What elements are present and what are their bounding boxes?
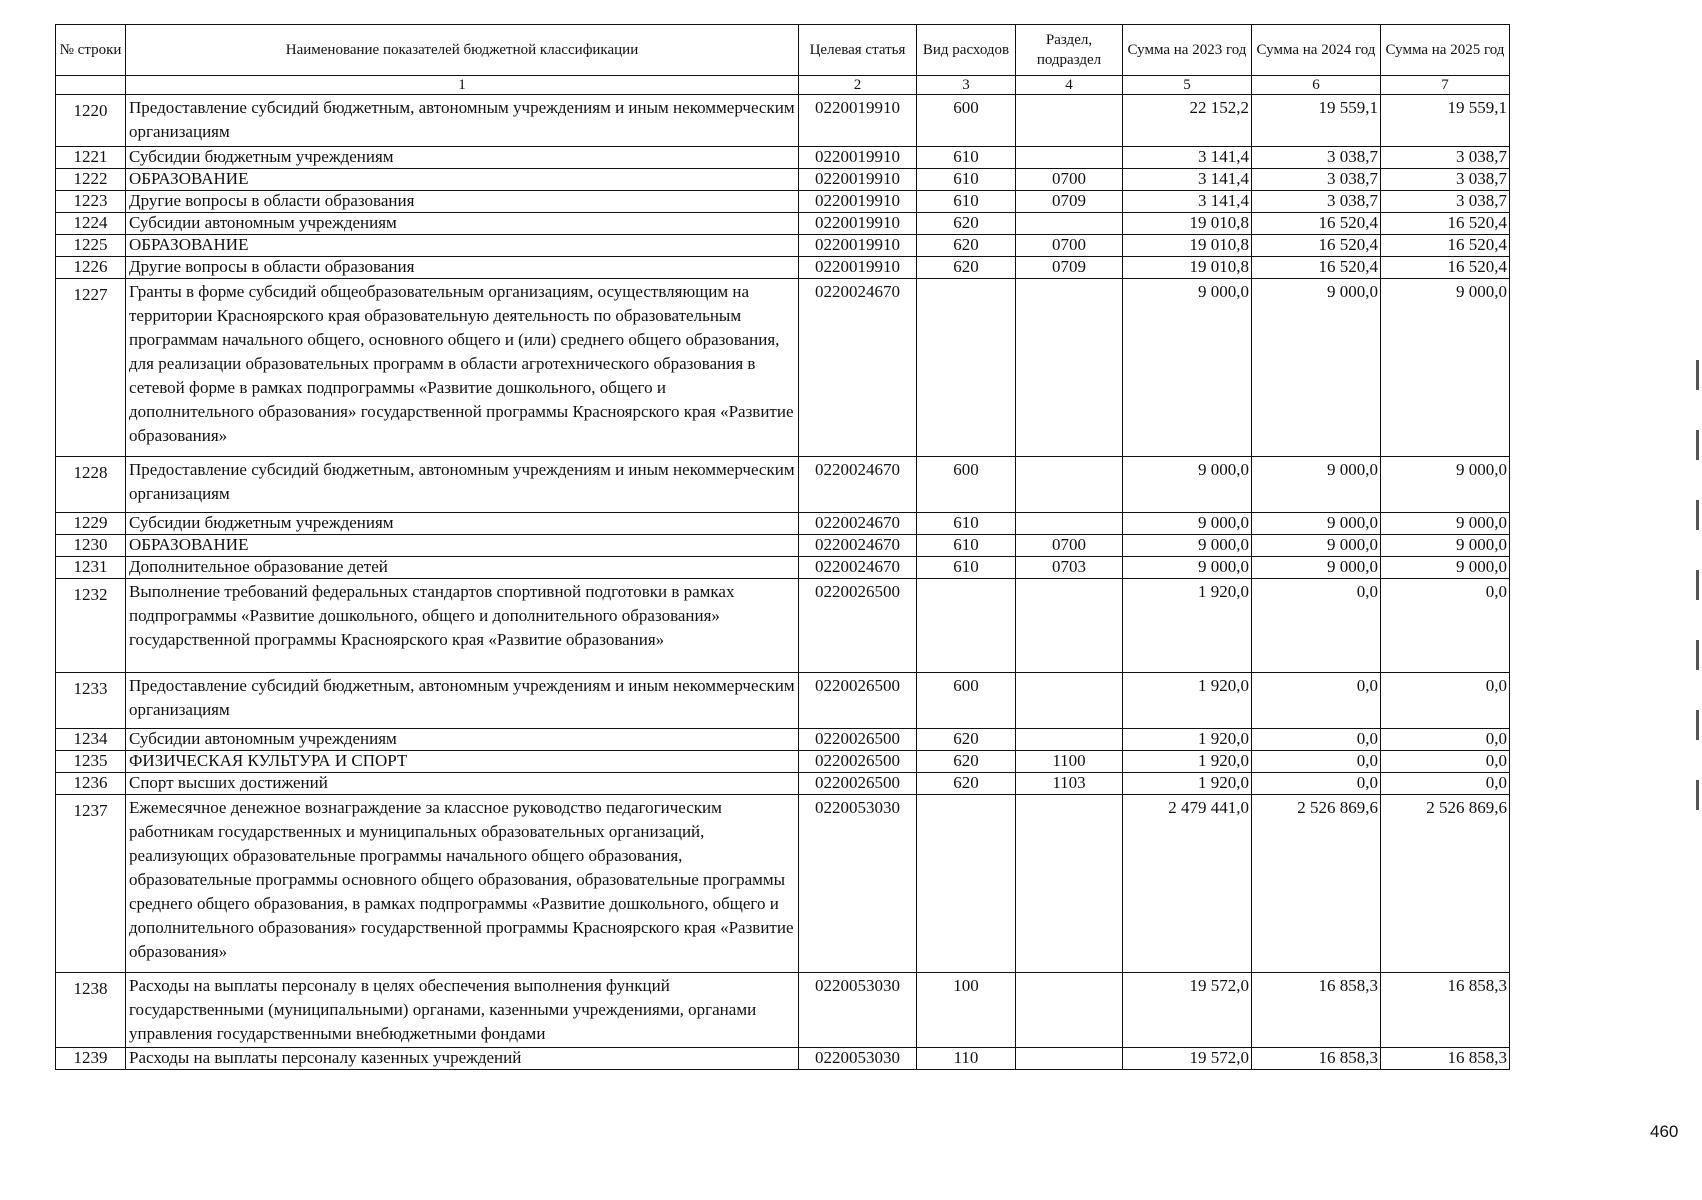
row-expense-type: 620 [917, 751, 1016, 773]
row-sum-2023: 2 479 441,0 [1123, 795, 1252, 973]
row-sum-2024: 16 520,4 [1252, 235, 1381, 257]
row-name: ОБРАЗОВАНИЕ [126, 169, 799, 191]
budget-classification-table [55, 24, 1636, 1070]
row-section [1016, 973, 1123, 1048]
row-sum-2025: 0,0 [1381, 773, 1510, 795]
row-expense-type: 610 [917, 147, 1016, 169]
row-sum-2023: 9 000,0 [1123, 535, 1252, 557]
row-sum-2025: 9 000,0 [1381, 535, 1510, 557]
row-sum-2023: 1 920,0 [1123, 673, 1252, 729]
row-sum-2023: 19 010,8 [1123, 213, 1252, 235]
row-name: ОБРАЗОВАНИЕ [126, 535, 799, 557]
column-number: 7 [1381, 76, 1510, 95]
row-sum-2023: 9 000,0 [1123, 513, 1252, 535]
row-name: Спорт высших достижений [126, 773, 799, 795]
row-number: 1222 [56, 169, 126, 191]
row-sum-2025: 9 000,0 [1381, 457, 1510, 513]
table-row [56, 579, 1636, 673]
row-sum-2024: 0,0 [1252, 729, 1381, 751]
header-target: Целевая статья [799, 25, 917, 76]
row-target-code: 0220024670 [799, 535, 917, 557]
row-number: 1223 [56, 191, 126, 213]
row-sum-2024: 2 526 869,6 [1252, 795, 1381, 973]
row-sum-2025: 3 038,7 [1381, 169, 1510, 191]
page-number: 460 [1650, 1122, 1679, 1141]
row-expense-type: 110 [917, 1048, 1016, 1070]
row-sum-2024: 9 000,0 [1252, 535, 1381, 557]
row-sum-2023: 19 010,8 [1123, 257, 1252, 279]
row-target-code: 0220024670 [799, 279, 917, 457]
row-sum-2024: 0,0 [1252, 751, 1381, 773]
row-sum-2024: 3 038,7 [1252, 191, 1381, 213]
row-target-code: 0220019910 [799, 213, 917, 235]
row-expense-type: 620 [917, 213, 1016, 235]
row-sum-2024: 9 000,0 [1252, 557, 1381, 579]
row-section: 0700 [1016, 235, 1123, 257]
column-number: 3 [917, 76, 1016, 95]
row-name: Предоставление субсидий бюджетным, автономным учреждениям и иным некоммерческим организациям [126, 95, 799, 147]
row-sum-2025: 19 559,1 [1381, 95, 1510, 147]
row-target-code: 0220026500 [799, 751, 917, 773]
row-sum-2023: 3 141,4 [1123, 147, 1252, 169]
budget-table-sheet [55, 24, 1636, 1070]
header-sum-2024: Сумма на 2024 год [1252, 25, 1381, 76]
row-number: 1230 [56, 535, 126, 557]
column-number: 1 [126, 76, 799, 95]
row-sum-2023: 9 000,0 [1123, 457, 1252, 513]
table-row [56, 973, 1636, 1048]
row-expense-type [917, 279, 1016, 457]
row-name: ФИЗИЧЕСКАЯ КУЛЬТУРА И СПОРТ [126, 751, 799, 773]
row-expense-type: 610 [917, 557, 1016, 579]
scan-edge-marks [1696, 360, 1699, 840]
row-section: 0700 [1016, 169, 1123, 191]
row-sum-2024: 0,0 [1252, 773, 1381, 795]
table-row [56, 213, 1636, 235]
row-sum-2024: 9 000,0 [1252, 513, 1381, 535]
table-row [56, 235, 1636, 257]
row-expense-type: 610 [917, 169, 1016, 191]
row-sum-2023: 3 141,4 [1123, 191, 1252, 213]
row-section [1016, 95, 1123, 147]
row-target-code: 0220024670 [799, 557, 917, 579]
column-number-blank [56, 76, 126, 95]
row-section [1016, 279, 1123, 457]
column-number: 4 [1016, 76, 1123, 95]
row-section: 0709 [1016, 191, 1123, 213]
table-row [56, 457, 1636, 513]
row-target-code: 0220026500 [799, 773, 917, 795]
row-number: 1228 [56, 457, 126, 513]
row-sum-2023: 1 920,0 [1123, 579, 1252, 673]
row-sum-2024: 16 520,4 [1252, 257, 1381, 279]
row-section [1016, 457, 1123, 513]
row-sum-2023: 1 920,0 [1123, 751, 1252, 773]
row-expense-type: 620 [917, 257, 1016, 279]
row-section [1016, 729, 1123, 751]
table-row [56, 751, 1636, 773]
row-number: 1226 [56, 257, 126, 279]
row-sum-2025: 16 520,4 [1381, 235, 1510, 257]
row-number: 1231 [56, 557, 126, 579]
row-number: 1236 [56, 773, 126, 795]
table-row [56, 773, 1636, 795]
row-sum-2025: 16 858,3 [1381, 973, 1510, 1048]
row-expense-type: 100 [917, 973, 1016, 1048]
column-number-row [56, 76, 1636, 95]
row-sum-2024: 0,0 [1252, 673, 1381, 729]
row-number: 1227 [56, 279, 126, 457]
row-number: 1229 [56, 513, 126, 535]
table-row [56, 169, 1636, 191]
row-sum-2024: 3 038,7 [1252, 169, 1381, 191]
row-expense-type: 600 [917, 95, 1016, 147]
row-sum-2023: 22 152,2 [1123, 95, 1252, 147]
row-section [1016, 513, 1123, 535]
row-section: 0703 [1016, 557, 1123, 579]
row-expense-type [917, 579, 1016, 673]
column-number: 5 [1123, 76, 1252, 95]
row-section [1016, 1048, 1123, 1070]
row-sum-2025: 9 000,0 [1381, 279, 1510, 457]
header-row [56, 25, 1636, 76]
row-sum-2025: 16 520,4 [1381, 213, 1510, 235]
header-expense-type: Вид расходов [917, 25, 1016, 76]
row-expense-type: 600 [917, 457, 1016, 513]
row-number: 1239 [56, 1048, 126, 1070]
row-name: Ежемесячное денежное вознаграждение за классное руководство педагогическим работникам государственных и муниципальных образовательных организаций, реализующих образовательные программы начального общего образования, образовательные программы основного общего образования, образовательные программы среднего общего образования, в рамках подпрограммы «Развитие дошкольного, общего и дополнительного образования» государственной программы Красноярского края «Развитие образования» [126, 795, 799, 973]
row-expense-type: 620 [917, 235, 1016, 257]
row-target-code: 0220026500 [799, 729, 917, 751]
row-number: 1221 [56, 147, 126, 169]
row-section: 0700 [1016, 535, 1123, 557]
row-sum-2025: 0,0 [1381, 751, 1510, 773]
table-row [56, 513, 1636, 535]
header-row-no: № строки [56, 25, 126, 76]
row-sum-2024: 0,0 [1252, 579, 1381, 673]
row-section [1016, 673, 1123, 729]
row-sum-2025: 0,0 [1381, 729, 1510, 751]
row-target-code: 0220019910 [799, 191, 917, 213]
row-name: Другие вопросы в области образования [126, 257, 799, 279]
row-sum-2025: 2 526 869,6 [1381, 795, 1510, 973]
table-row [56, 535, 1636, 557]
table-row [56, 257, 1636, 279]
row-name: Расходы на выплаты персоналу казенных учреждений [126, 1048, 799, 1070]
row-expense-type: 610 [917, 535, 1016, 557]
row-target-code: 0220024670 [799, 457, 917, 513]
header-section: Раздел, подраздел [1016, 25, 1123, 76]
row-expense-type: 620 [917, 773, 1016, 795]
row-name: Другие вопросы в области образования [126, 191, 799, 213]
row-expense-type: 620 [917, 729, 1016, 751]
row-sum-2024: 16 858,3 [1252, 1048, 1381, 1070]
table-row [56, 191, 1636, 213]
row-sum-2024: 3 038,7 [1252, 147, 1381, 169]
row-target-code: 0220019910 [799, 257, 917, 279]
row-number: 1234 [56, 729, 126, 751]
row-name: ОБРАЗОВАНИЕ [126, 235, 799, 257]
row-name: Предоставление субсидий бюджетным, автономным учреждениям и иным некоммерческим организациям [126, 457, 799, 513]
row-name: Субсидии бюджетным учреждениям [126, 513, 799, 535]
row-expense-type: 600 [917, 673, 1016, 729]
row-target-code: 0220053030 [799, 1048, 917, 1070]
row-sum-2024: 19 559,1 [1252, 95, 1381, 147]
row-sum-2024: 16 858,3 [1252, 973, 1381, 1048]
row-number: 1224 [56, 213, 126, 235]
table-row [56, 557, 1636, 579]
row-target-code: 0220019910 [799, 169, 917, 191]
row-section [1016, 795, 1123, 973]
row-target-code: 0220019910 [799, 235, 917, 257]
row-sum-2024: 9 000,0 [1252, 279, 1381, 457]
header-sum-2025: Сумма на 2025 год [1381, 25, 1510, 76]
row-number: 1232 [56, 579, 126, 673]
row-section: 1100 [1016, 751, 1123, 773]
row-expense-type [917, 795, 1016, 973]
row-sum-2024: 16 520,4 [1252, 213, 1381, 235]
row-target-code: 0220053030 [799, 973, 917, 1048]
row-name: Субсидии автономным учреждениям [126, 729, 799, 751]
column-number: 2 [799, 76, 917, 95]
row-name: Расходы на выплаты персоналу в целях обеспечения выполнения функций государственными (муниципальными) органами, казенными учреждениями, органами управления государственными внебюджетными фондами [126, 973, 799, 1048]
row-sum-2025: 16 858,3 [1381, 1048, 1510, 1070]
row-sum-2023: 19 010,8 [1123, 235, 1252, 257]
column-number: 6 [1252, 76, 1381, 95]
row-sum-2025: 0,0 [1381, 579, 1510, 673]
row-section [1016, 213, 1123, 235]
row-section [1016, 147, 1123, 169]
row-sum-2023: 19 572,0 [1123, 973, 1252, 1048]
row-expense-type: 610 [917, 513, 1016, 535]
row-sum-2023: 9 000,0 [1123, 279, 1252, 457]
row-name: Субсидии бюджетным учреждениям [126, 147, 799, 169]
row-number: 1235 [56, 751, 126, 773]
row-target-code: 0220024670 [799, 513, 917, 535]
row-sum-2025: 9 000,0 [1381, 557, 1510, 579]
row-sum-2023: 3 141,4 [1123, 169, 1252, 191]
row-sum-2025: 0,0 [1381, 673, 1510, 729]
row-number: 1237 [56, 795, 126, 973]
row-name: Предоставление субсидий бюджетным, автономным учреждениям и иным некоммерческим организациям [126, 673, 799, 729]
row-section: 1103 [1016, 773, 1123, 795]
table-body [56, 95, 1636, 1070]
row-sum-2025: 3 038,7 [1381, 147, 1510, 169]
row-name: Дополнительное образование детей [126, 557, 799, 579]
row-sum-2023: 1 920,0 [1123, 729, 1252, 751]
row-name: Гранты в форме субсидий общеобразовательным организациям, осуществляющим на территории Красноярского края образовательную деятельность по образовательным программам начального общего, основного общего и (или) среднего общего образования, для реализации образовательных программ в области агротехнического образования в сетевой форме в рамках подпрограммы «Развитие дошкольного, общего и дополнительного образования» государственной программы Красноярского края «Развитие образования» [126, 279, 799, 457]
row-sum-2025: 9 000,0 [1381, 513, 1510, 535]
table-row [56, 95, 1636, 147]
header-name: Наименование показателей бюджетной классификации [126, 25, 799, 76]
row-sum-2023: 19 572,0 [1123, 1048, 1252, 1070]
row-target-code: 0220026500 [799, 673, 917, 729]
table-row [56, 673, 1636, 729]
row-sum-2025: 3 038,7 [1381, 191, 1510, 213]
row-number: 1238 [56, 973, 126, 1048]
row-sum-2025: 16 520,4 [1381, 257, 1510, 279]
row-number: 1225 [56, 235, 126, 257]
row-section [1016, 579, 1123, 673]
row-name: Выполнение требований федеральных стандартов спортивной подготовки в рамках подпрограммы «Развитие дошкольного, общего и дополнительного образования» государственной программы Красноярского края «Развитие образования» [126, 579, 799, 673]
row-sum-2023: 1 920,0 [1123, 773, 1252, 795]
row-number: 1220 [56, 95, 126, 147]
row-section: 0709 [1016, 257, 1123, 279]
row-target-code: 0220026500 [799, 579, 917, 673]
row-name: Субсидии автономным учреждениям [126, 213, 799, 235]
table-row [56, 1048, 1636, 1070]
row-expense-type: 610 [917, 191, 1016, 213]
row-number: 1233 [56, 673, 126, 729]
row-target-code: 0220019910 [799, 147, 917, 169]
row-target-code: 0220019910 [799, 95, 917, 147]
table-row [56, 147, 1636, 169]
row-sum-2023: 9 000,0 [1123, 557, 1252, 579]
row-sum-2024: 9 000,0 [1252, 457, 1381, 513]
table-row [56, 279, 1636, 457]
header-sum-2023: Сумма на 2023 год [1123, 25, 1252, 76]
table-row [56, 729, 1636, 751]
row-target-code: 0220053030 [799, 795, 917, 973]
table-row [56, 795, 1636, 973]
